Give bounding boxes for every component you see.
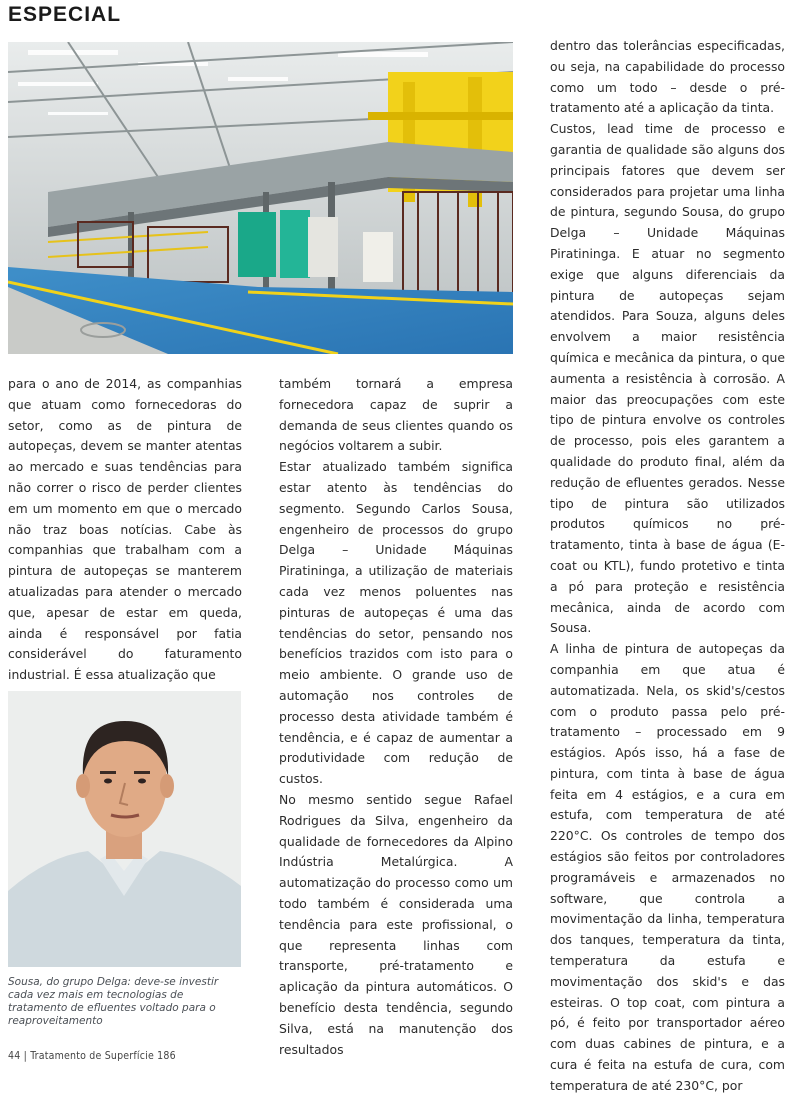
paragraph: Custos, lead time de processo e garantia de qualidade são alguns dos principais fatores que devem ser considerados para projetar uma linha de pintura, segundo Sousa, do grupo Delga – Unidade Máquinas Piratininga. E atuar no segmento exige que alguns diferenciais da pintura de autopeças sejam atendidos. Para Souza, alguns deles envolvem a maior resistência química e mecânica da pintura, o que aumenta a resistência à corrosão. A maior das preocupações com este tipo de pintura envolve os controles de processo, pois eles garantem a qualidade do produto final, além da redução de efluentes gerados. Nesse tipo de pintura são utilizados produtos químicos no pré-tratamento, tinta à base de água (E-coat ou KTL), fundo protetivo e tinta a pó para proteção e resistência mecânica, ainda de acordo com Sousa. xyxy=(550,121,786,636)
paragraph: também tornará a empresa fornecedora capaz de suprir a demanda de seus clientes quando os negócios voltarem a subir. xyxy=(279,376,513,454)
paragraph: dentro das tolerâncias especificadas, ou seja, na capabilidade do processo como um todo – desde o pré-tratamento até a aplicação da tinta. xyxy=(550,38,785,116)
paragraph: A linha de pintura de autopeças da companhia em que atua é automatizada. Nela, os skid's/cestos com o produto passa pelo pré-tratamento – processado em 9 estágios. Após isso, há a fase de pintura, com tinta à base de água feita em 4 estágios, e a cura em estufa, com temperatura de até 220°C. Os controles de tempo dos estágios são feitos por controladores programáveis e armazenados no software, que controla a movimentação da linha, temperatura dos tanques, temperatura da tinta, temperatura da estufa e movimentação dos skid's e das esteiras. O top coat, com pintura a pó, é feito por transportador aéreo com duas cabines de pintura, e a cura é feita na estufa de cura, com temperatura de até 230°C, por xyxy=(550,641,785,1093)
factory-photo-illustration xyxy=(8,42,513,354)
article-column-2 xyxy=(279,374,513,1060)
paragraph: No mesmo sentido segue Rafael Rodrigues da Silva, engenheiro da qualidade de fornecedores da Alpino Indústria Metalúrgica. A automatização do processo como um todo também é considerada uma tendência para este profissional, o que representa linhas com transporte, pré-tratamento e aplicação da pintura automáticos. O benefício desta tendência, segundo Silva, está na manutenção dos resultados xyxy=(279,791,513,1057)
paragraph: para o ano de 2014, as companhias que atuam como fornecedoras do setor, como as de pintura de autopeças, devem se manter atentas ao mercado e suas tendências para não correr o risco de perder clientes em um momento em que o mercado não traz boas notícias. Cabe às companhias que trabalham com a pintura de autopeças se manterem atualizadas para atender o mercado que, apesar de estar em queda, ainda é responsável por fatia considerável do faturamento industrial. É essa atualização que xyxy=(8,376,242,683)
paragraph: Estar atualizado também significa estar atento às tendências do segmento. Segundo Carlos Sousa, engenheiro de processos do grupo Delga – Unidade Máquinas Piratininga, a utilização de materiais cada vez menos poluentes nas pinturas de autopeças é uma das tendências do setor, pensando nos benefícios trazidos com isto para o meio ambiente. O grande uso de automação nos controles de processo desta atividade também é tendência, e é capaz de aumentar a produtividade com redução de custos. xyxy=(279,459,513,787)
article-column-3 xyxy=(550,36,785,1097)
page-footer xyxy=(8,1050,176,1062)
photo-caption: Sousa, do grupo Delga: deve-se investir cada vez mais em tecnologias de tratamento de efluentes voltado para o reaproveitamento xyxy=(8,976,219,1027)
factory-paint-line-photo xyxy=(8,42,513,354)
footer-separator: | xyxy=(23,1050,28,1062)
article-column-1 xyxy=(8,374,242,686)
portrait-photo xyxy=(8,691,241,967)
portrait-illustration xyxy=(8,691,241,967)
section-title: ESPECIAL xyxy=(8,3,122,26)
page-number: 44 xyxy=(8,1050,21,1062)
magazine-name: Tratamento de Superfície 186 xyxy=(30,1050,176,1062)
